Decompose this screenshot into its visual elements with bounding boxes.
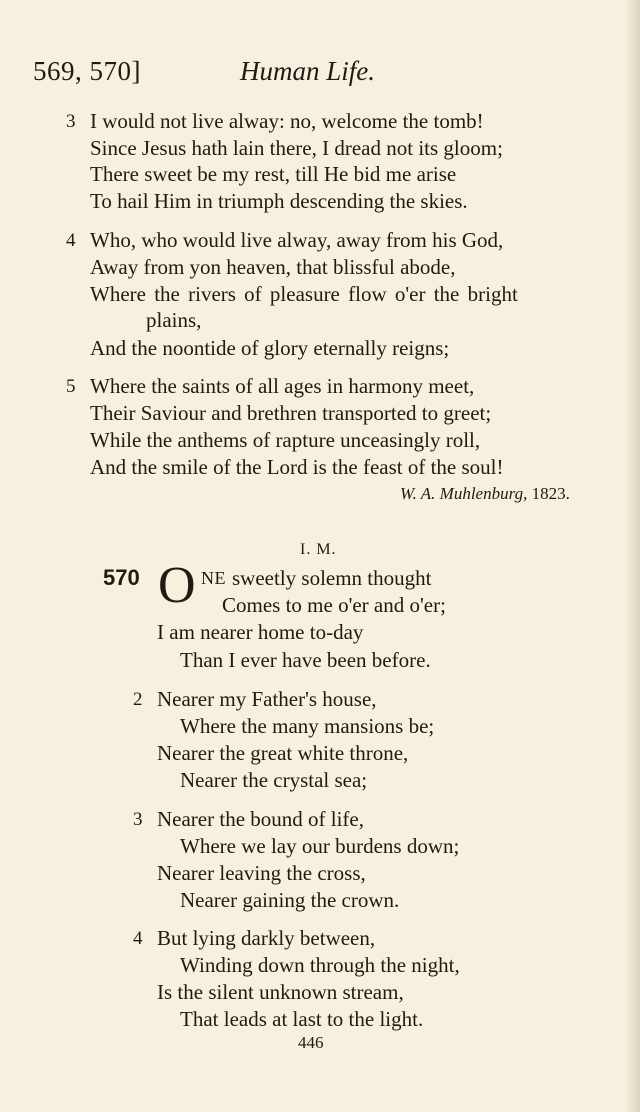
hymn-range: 569, 570] [33, 56, 141, 86]
verse-line: Comes to me o'er and o'er; [222, 593, 446, 617]
verse-line: While the anthems of rapture unceasingly roll, [90, 428, 481, 452]
verse-line: Their Saviour and brethren transported to greet; [90, 401, 492, 425]
verse-line: I am nearer home to-day [157, 620, 364, 644]
page-edge-shadow [626, 0, 640, 1112]
stanza-number: 4 [66, 230, 76, 251]
author-year: 1823. [531, 484, 570, 503]
verse-line: Who, who would live alway, away from his God, [90, 228, 504, 252]
running-header [0, 56, 640, 96]
hymn-569-attribution [400, 484, 570, 504]
verse-line: Than I ever have been before. [180, 648, 431, 672]
stanza-number: 2 [133, 689, 143, 710]
verse-line: Nearer gaining the crown. [180, 888, 400, 912]
verse-line: Where we lay our burdens down; [180, 834, 460, 858]
drop-cap: O [158, 557, 196, 614]
stanza-number: 4 [133, 928, 143, 949]
verse-line: sweetly solemn thought [232, 566, 432, 590]
verse-line: But lying darkly between, [157, 926, 376, 950]
verse-line: Nearer the bound of life, [157, 807, 364, 831]
verse-line: To hail Him in triumph descending the skies. [90, 189, 468, 213]
verse-line: Nearer leaving the cross, [157, 861, 366, 885]
verse-line: That leads at last to the light. [180, 1007, 424, 1031]
verse-line: Nearer my Father's house, [157, 687, 377, 711]
verse-line: Away from yon heaven, that blissful abode, [90, 255, 456, 279]
verse-line: Winding down through the night, [180, 953, 460, 977]
meter-label: I. M. [300, 541, 337, 558]
first-word-rest: NE [201, 568, 226, 588]
verse-line: Where the rivers of pleasure flow o'er the bright [90, 282, 518, 306]
verse-line: And the smile of the Lord is the feast of the soul! [90, 455, 504, 479]
verse-line: And the noontide of glory eternally reigns; [90, 336, 450, 360]
hymn-number: 570 [103, 565, 140, 590]
verse-line: I would not live alway: no, welcome the tomb! [90, 109, 484, 133]
page-number: 446 [298, 1033, 324, 1052]
verse-line: Is the silent unknown stream, [157, 980, 404, 1004]
verse-line: Nearer the crystal sea; [180, 768, 368, 792]
stanza-number: 3 [133, 809, 143, 830]
verse-line: There sweet be my rest, till He bid me arise [90, 162, 457, 186]
stanza-number: 3 [66, 111, 76, 132]
stanza-number: 5 [66, 376, 76, 397]
verse-line: Where the saints of all ages in harmony meet, [90, 374, 475, 398]
verse-line: Where the many mansions be; [180, 714, 435, 738]
verse-line-continuation: plains, [146, 308, 202, 332]
verse-line: Since Jesus hath lain there, I dread not its gloom; [90, 136, 503, 160]
verse-line: Nearer the great white throne, [157, 741, 409, 765]
author-name: W. A. Muhlenburg, [400, 484, 528, 503]
section-title: Human Life. [240, 56, 375, 86]
